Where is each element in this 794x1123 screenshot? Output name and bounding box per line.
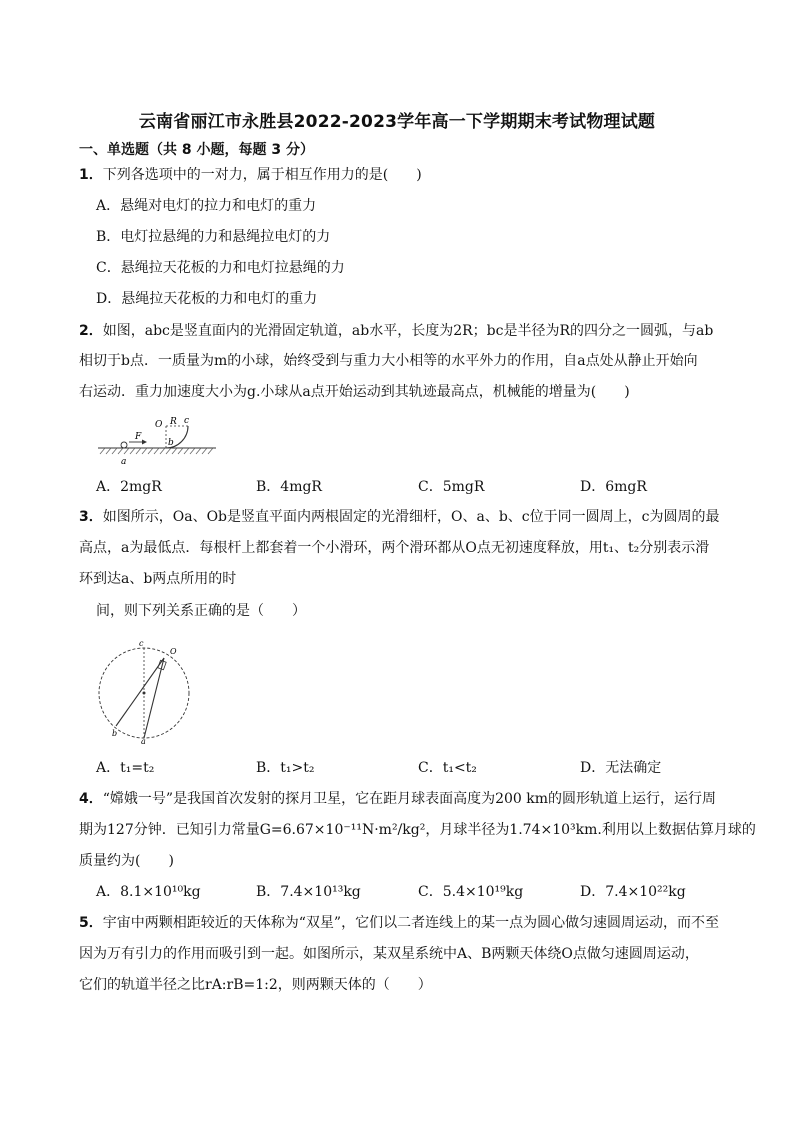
- label-b: b: [168, 438, 174, 448]
- track-diagram: [94, 414, 220, 468]
- label-R: R: [170, 417, 177, 427]
- label-O: O: [155, 420, 163, 430]
- label-F: F: [135, 432, 142, 442]
- q1-option-b: B．电灯拉悬绳的力和悬绳拉电灯的力: [96, 229, 331, 245]
- q3-option-b: B．t₁>t₂: [256, 760, 315, 776]
- question-number: 3．: [79, 509, 103, 525]
- label-a: a: [141, 737, 146, 746]
- question-text: “嫦娥一号”是我国首次发射的探月卫星，它在距月球表面高度为200 km的圆形轨道上运行，运行周: [102, 791, 716, 807]
- question-text: 下列各选项中的一对力，属于相互作用力的是( ): [102, 167, 422, 183]
- question-text: 宇宙中两颗相距较近的天体称为“双星”，它们以二者连线上的某一点为圆心做匀速圆周运动，而不至: [102, 915, 720, 931]
- question-number: 1．: [79, 167, 103, 183]
- q1-option-a: A．悬绳对电灯的拉力和电灯的重力: [96, 198, 317, 214]
- question-1-stem: [79, 166, 422, 184]
- q2-option-c: C．5mgR: [418, 479, 485, 495]
- q3-option-d: D．无法确定: [580, 760, 662, 776]
- q4-option-c: C．5.4×10¹⁹kg: [418, 884, 524, 900]
- question-number: 2．: [79, 323, 103, 339]
- question-5-line-2: 因为万有引力的作用而吸引到一起。如图所示，某双星系统中A、B两颗天体绕O点做匀速圆周运动，: [79, 946, 699, 962]
- q2-option-d: D．6mgR: [580, 479, 647, 495]
- question-text: 如图所示，Oa、Ob是竖直平面内两根固定的光滑细杆，O、a、b、c位于同一圆周上，c为圆周的最: [102, 509, 720, 525]
- question-3-line-3: 环到达a、b两点所用的时: [79, 571, 237, 587]
- question-4-line-2: 期为127分钟．已知引力常量G=6.67×10⁻¹¹N·m²/kg²，月球半径为1.74×10³km.利用以上数据估算月球的: [79, 822, 756, 838]
- q2-option-b: B．4mgR: [256, 479, 322, 495]
- question-number: 5．: [79, 915, 103, 931]
- label-O: O: [170, 647, 177, 656]
- question-3-line-2: 高点，a为最低点．每根杆上都套着一个小滑环，两个滑环都从O点无初速度释放，用t₁、t₂分别表示滑: [79, 540, 710, 556]
- ball: [121, 442, 127, 448]
- q1-option-d: D．悬绳拉天花板的力和电灯的重力: [96, 291, 318, 307]
- label-c: c: [184, 416, 190, 426]
- page-title: 云南省丽江市永胜县2022-2023学年高一下学期期末考试物理试题: [138, 112, 656, 132]
- question-3-line-1: [79, 508, 719, 526]
- q4-option-b: B．7.4×10¹³kg: [256, 884, 361, 900]
- label-c: c: [139, 639, 144, 648]
- q1-option-c: C．悬绳拉天花板的力和电灯拉悬绳的力: [96, 260, 345, 276]
- question-3-line-4: 间，则下列关系正确的是（ ）: [96, 603, 306, 619]
- question-4-line-3: 质量约为( ): [79, 853, 174, 869]
- question-2-line-1: [79, 322, 713, 340]
- question-text: 如图，abc是竖直面内的光滑固定轨道，ab水平，长度为2R；bc是半径为R的四分之一圆弧，与ab: [102, 323, 714, 339]
- question-number: 4．: [79, 791, 103, 807]
- q4-option-a: A．8.1×10¹⁰kg: [96, 884, 201, 900]
- question-2-line-2: 相切于b点．一质量为m的小球，始终受到与重力大小相等的水平外力的作用，自a点处从静止开始向: [79, 353, 698, 369]
- q3-option-c: C．t₁<t₂: [418, 760, 477, 776]
- section-heading: 一、单选题（共 8 小题，每题 3 分）: [79, 142, 314, 158]
- question-5-line-1: [79, 914, 719, 932]
- q3-option-a: A．t₁=t₂: [96, 760, 155, 776]
- label-a: a: [121, 457, 127, 467]
- q4-option-d: D．7.4×10²²kg: [580, 884, 686, 900]
- label-b: b: [112, 729, 118, 738]
- q2-option-a: A．2mgR: [96, 479, 162, 495]
- question-4-line-1: [79, 790, 716, 808]
- question-2-line-3: 右运动．重力加速度大小为g.小球从a点开始运动到其轨迹最高点，机械能的增量为( ): [79, 384, 630, 400]
- question-5-line-3: 它们的轨道半径之比rA:rB=1:2，则两颗天体的（ ）: [79, 977, 432, 993]
- circle-rods-diagram: [94, 636, 194, 746]
